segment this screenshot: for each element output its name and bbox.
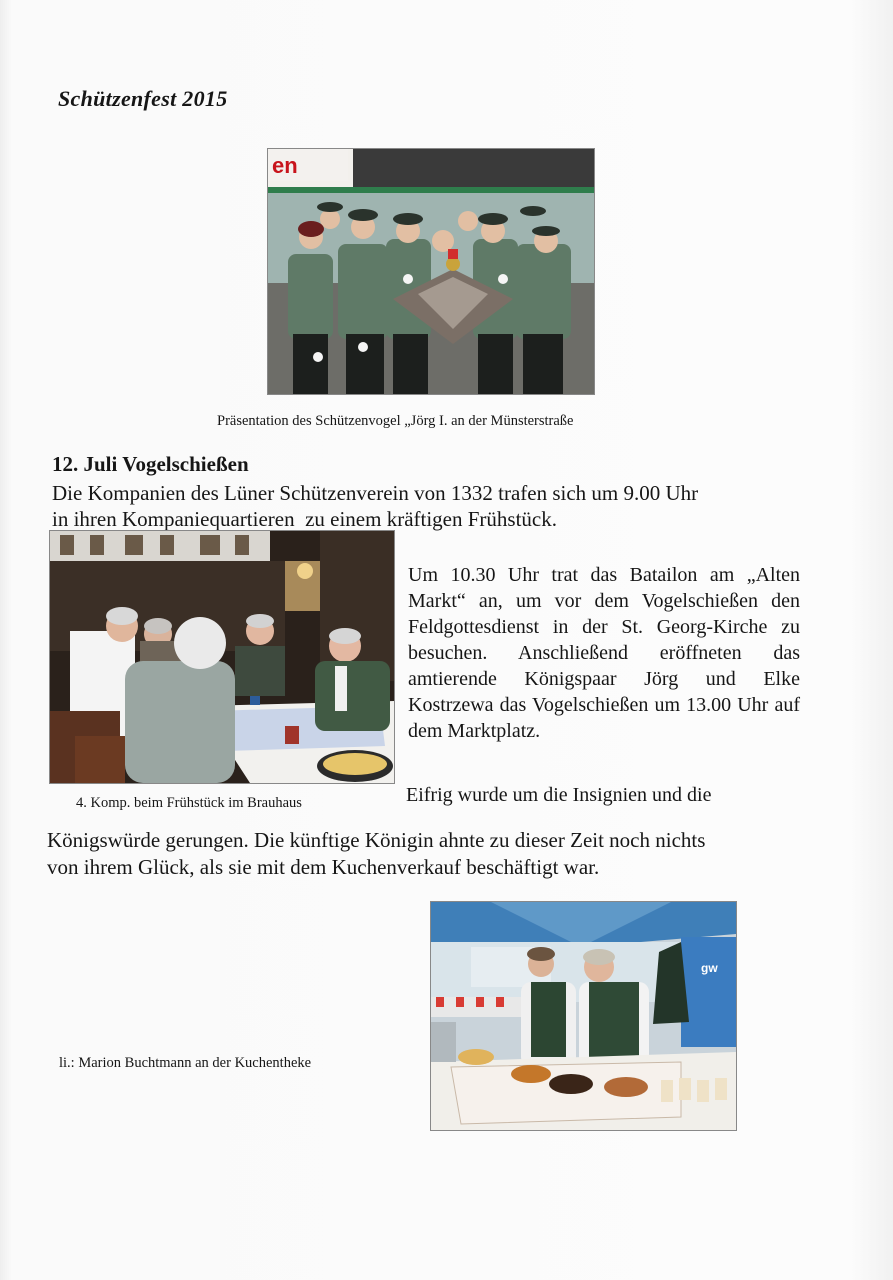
caption-breakfast: 4. Komp. beim Frühstück im Brauhaus xyxy=(76,795,302,811)
caption-cake-stand: li.: Marion Buchtmann an der Kuchentheke xyxy=(59,1055,312,1071)
page-title: Schützenfest 2015 xyxy=(58,86,228,111)
intro-line: in ihren Kompaniequartieren zu einem kräftigen Frühstück. xyxy=(52,507,558,531)
column-last-line: Eifrig wurde um die Insignien und die xyxy=(406,784,712,806)
caption-presentation: Präsentation des Schützenvogel „Jörg I. an der Münsterstraße xyxy=(217,413,574,429)
column-paragraph: Um 10.30 Uhr trat das Batailon am „Alten Markt“ an, um vor dem Vogelschießen den Feldgottesdienst in der St. Georg-Kirche zu besuchen. Anschließend eröffneten das amtierende Königspaar Jörg und Elke Kostrzewa das Vogelschießen um 13.00 Uhr auf dem Marktplatz. xyxy=(408,564,800,742)
photo-breakfast xyxy=(49,530,395,784)
continuation-line: Königswürde gerungen. Die künftige Königin ahnte zu dieser Zeit noch nichts xyxy=(47,828,706,852)
sign-text: en xyxy=(272,153,298,178)
photo-cake-stand xyxy=(430,901,737,1131)
continuation-paragraph xyxy=(47,827,827,881)
intro-paragraph xyxy=(52,480,812,532)
photo-presentation xyxy=(267,148,595,395)
section-heading: 12. Juli Vogelschießen xyxy=(52,452,249,476)
banner-text: gw xyxy=(701,961,718,975)
intro-line: Die Kompanien des Lüner Schützenverein von 1332 trafen sich um 9.00 Uhr xyxy=(52,481,699,505)
continuation-line: von ihrem Glück, als sie mit dem Kuchenverkauf beschäftigt war. xyxy=(47,855,600,879)
